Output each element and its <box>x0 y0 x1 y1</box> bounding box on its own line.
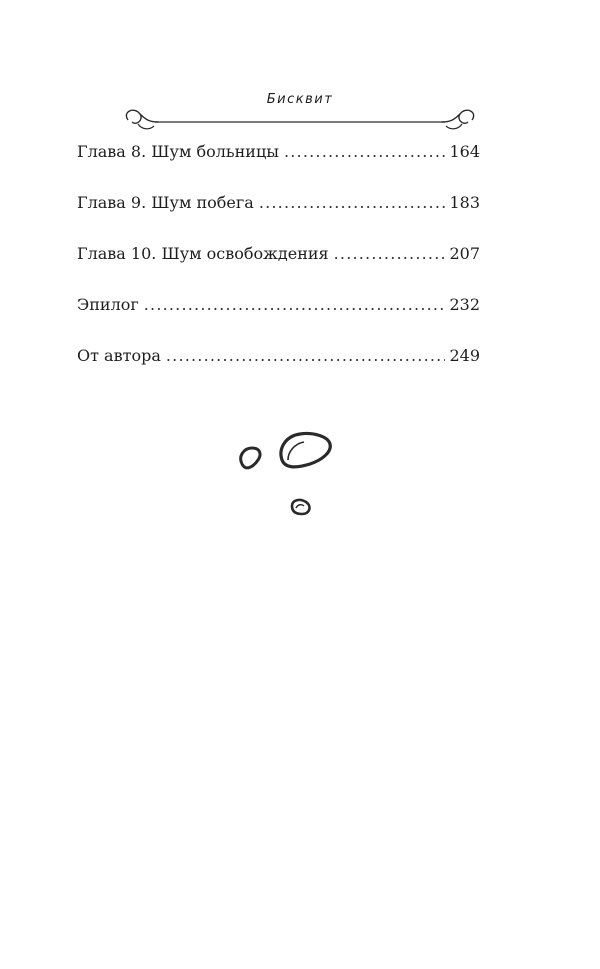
toc-entry[interactable] <box>77 190 480 241</box>
toc-entry-page: 164 <box>449 142 480 161</box>
toc-entry-page: 249 <box>449 346 480 365</box>
toc-leader-dots <box>259 190 446 216</box>
table-of-contents <box>77 139 480 394</box>
toc-entry[interactable] <box>77 139 480 190</box>
running-head <box>120 88 480 136</box>
toc-leader-dots <box>284 139 445 165</box>
toc-entry-title: Глава 10. Шум освобождения <box>77 244 329 263</box>
toc-entry-page: 183 <box>449 193 480 212</box>
toc-entry-title: Глава 8. Шум больницы <box>77 142 279 161</box>
toc-entry[interactable] <box>77 241 480 292</box>
toc-leader-dots <box>144 292 446 318</box>
tiny-crumb-icon <box>292 500 309 514</box>
large-crumb-icon <box>281 433 330 466</box>
toc-entry-title: От автора <box>77 346 161 365</box>
crumbs-doodle-icon <box>230 424 340 524</box>
toc-entry-title: Глава 9. Шум побега <box>77 193 254 212</box>
toc-entry[interactable] <box>77 343 480 394</box>
toc-entry-title: Эпилог <box>77 295 139 314</box>
running-title: Бисквит <box>266 92 334 107</box>
toc-entry-page: 207 <box>449 244 480 263</box>
toc-leader-dots <box>166 343 446 369</box>
small-crumb-icon <box>241 448 260 468</box>
flourish-divider-icon <box>120 100 480 136</box>
toc-entry[interactable] <box>77 292 480 343</box>
toc-leader-dots <box>334 241 446 267</box>
toc-entry-page: 232 <box>449 295 480 314</box>
